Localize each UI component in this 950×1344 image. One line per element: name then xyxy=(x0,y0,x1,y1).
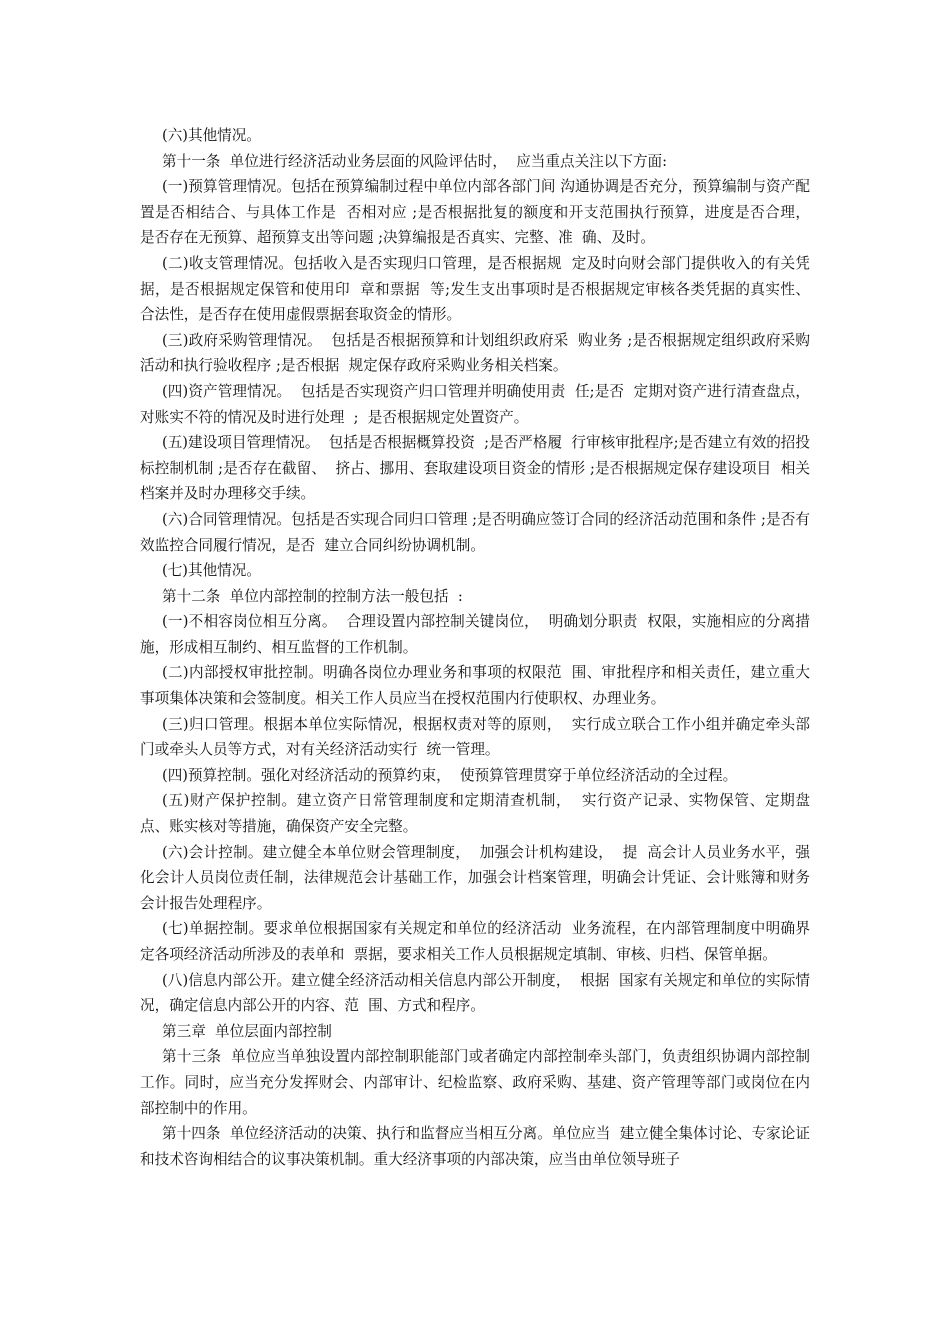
paragraph: (二)收支管理情况。包括收入是否实现归口管理，是否根据规 定及时向财会部门提供收入的有关凭据，是否根据规定保管和使用印 章和票据 等;发生支出事项时是否根据规定审核各类凭据的真实性、 合法性，是否存在使用虚假票据套取资金的情形。 xyxy=(140,254,820,324)
chapter-3-heading: 第三章 单位层面内部控制 xyxy=(162,1022,332,1040)
article-14: 第十四条 单位经济活动的决策、执行和监督应当相互分离。单位应当 建立健全集体讨论、专家论证和技术咨询相结合的议事决策机制。重大经济事项的内部决策，应当由单位领导班子 xyxy=(140,1125,810,1168)
paragraph: (一)不相容岗位相互分离。 合理设置内部控制关键岗位， 明确划分职责 权限，实施相应的分离措施，形成相互制约、相互监督的工作机制。 xyxy=(140,613,810,656)
article-11-heading: 第十一条 单位进行经济活动业务层面的风险评估时， 应当重点关注以下方面: xyxy=(162,152,668,170)
document-page xyxy=(140,123,824,1172)
paragraph: (六)会计控制。建立健全本单位财会管理制度， 加强会计机构建设， 提 高会计人员业务水平，强化会计人员岗位责任制，法律规范会计基础工作，加强会计档案管理，明确会计凭证、会计账簿和财务会计报告处理程序。 xyxy=(140,843,810,912)
paragraph: (三)政府采购管理情况。 包括是否根据预算和计划组织政府采 购业务 ;是否根据规定组织政府采购活动和执行验收程序 ;是否根据 规定保存政府采购业务相关档案。 xyxy=(140,331,810,375)
paragraph: (三)归口管理。根据本单位实际情况，根据权责对等的原则， 实行成立联合工作小组并确定牵头部门或牵头人员等方式，对有关经济活动实行 统一管理。 xyxy=(140,715,810,759)
article-12-heading: 第十二条 单位内部控制的控制方法一般包括 : xyxy=(162,587,463,605)
paragraph: (四)资产管理情况。 包括是否实现资产归口管理并明确使用责 任;是否 定期对资产进行清查盘点，对账实不符的情况及时进行处理 ; 是否根据规定处置资产。 xyxy=(140,382,810,426)
paragraph: (六)合同管理情况。包括是否实现合同归口管理 ;是否明确应签订合同的经济活动范围和条件 ;是否有效监控合同履行情况，是否 建立合同纠纷协调机制。 xyxy=(140,510,810,554)
paragraph: (一)预算管理情况。包括在预算编制过程中单位内部各部门间 沟通协调是否充分，预算编制与资产配置是否相结合、与具体工作是 否相对应 ;是否根据批复的额度和开支范围执行预算，进度是否合理， 是否存在无预算、超预算支出等问题 ;决算编报是否真实、完整、准 确、及时。 xyxy=(140,178,824,247)
paragraph: (七)单据控制。要求单位根据国家有关规定和单位的经济活动 业务流程，在内部管理制度中明确界定各项经济活动所涉及的表单和 票据，要求相关工作人员根据规定填制、审核、归档、保管单据。 xyxy=(140,920,810,963)
paragraph: (五)财产保护控制。建立资产日常管理制度和定期清查机制， 实行资产记录、实物保管、定期盘点、账实核对等措施，确保资产安全完整。 xyxy=(140,792,810,836)
paragraph: (五)建设项目管理情况。 包括是否根据概算投资 ;是否严格履 行审核审批程序;是否建立有效的招投标控制机制 ;是否存在截留、 挤占、挪用、套取建设项目资金的情形 ;是否根据规定保存建设项目 相关档案并及时办理移交手续。 xyxy=(140,434,810,503)
paragraph: (二)内部授权审批控制。明确各岗位办理业务和事项的权限范 围、审批程序和相关责任，建立重大事项集体决策和会签制度。相关工作人员应当在授权范围内行使职权、办理业务。 xyxy=(140,664,810,708)
paragraph: (八)信息内部公开。建立健全经济活动相关信息内部公开制度， 根据 国家有关规定和单位的实际情况，确定信息内部公开的内容、范 围、方式和程序。 xyxy=(140,971,810,1015)
paragraph: (六)其他情况。 xyxy=(162,127,261,144)
paragraph: (四)预算控制。强化对经济活动的预算约束， 使预算管理贯穿于单位经济活动的全过程。 xyxy=(162,766,738,784)
paragraph: (七)其他情况。 xyxy=(162,562,261,580)
article-13: 第十三条 单位应当单独设置内部控制职能部门或者确定内部控制牵头部门，负责组织协调内部控制工作。同时，应当充分发挥财会、内部审计、纪检监察、政府采购、基建、资产管理等部门或岗位在内部控制中的作用。 xyxy=(140,1048,810,1117)
